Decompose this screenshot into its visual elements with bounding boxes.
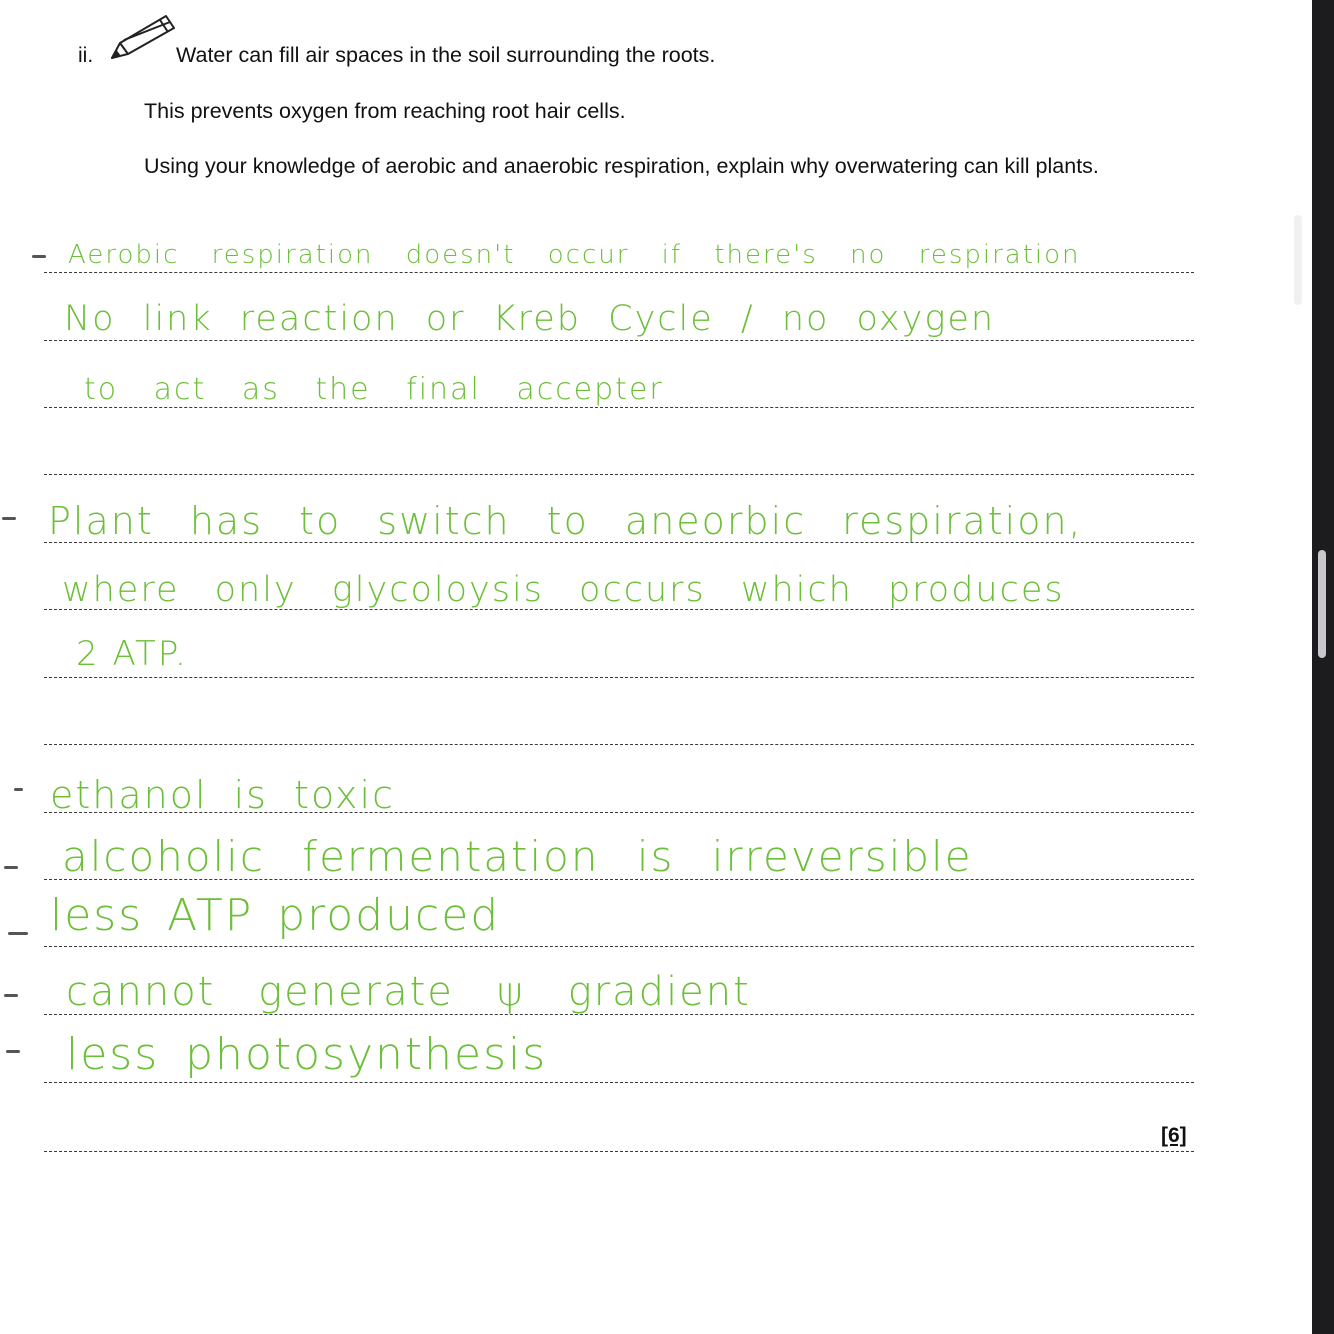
bullet-dash	[2, 517, 16, 520]
handwritten-line: 2 ATP.	[76, 634, 188, 674]
bullet-dash	[14, 788, 23, 791]
handwritten-line: Aerobic respiration doesn't occur if there's no respiration	[68, 240, 1081, 270]
answer-line	[44, 946, 1194, 947]
answer-line	[44, 744, 1194, 745]
question-stem-line: This prevents oxygen from reaching root hair cells.	[144, 99, 626, 123]
question-number: ii.	[78, 44, 94, 67]
answer-line	[44, 340, 1194, 341]
bullet-dash	[6, 1050, 20, 1053]
bullet-dash	[8, 932, 28, 935]
answer-line	[44, 1082, 1194, 1083]
bullet-dash	[4, 866, 18, 869]
scrollbar-thumb[interactable]	[1318, 550, 1326, 658]
bullet-dash	[32, 255, 46, 258]
answer-line	[44, 474, 1194, 475]
handwritten-line: cannot generate ψ gradient	[66, 969, 751, 1015]
page-scroll-indicator	[1294, 215, 1302, 305]
handwritten-line: ethanol is toxic	[50, 773, 395, 817]
answer-line	[44, 407, 1194, 408]
question-stem-line: Water can fill air spaces in the soil surrounding the roots.	[176, 43, 716, 67]
bullet-dash	[4, 994, 18, 997]
viewer-side-rail	[1312, 0, 1334, 1334]
handwritten-line: where only glycoloysis occurs which produces	[62, 570, 1065, 610]
handwritten-line: to act as the final accepter	[84, 372, 664, 407]
answer-line	[44, 677, 1194, 678]
handwritten-line: Plant has to switch to aneorbic respiration,	[48, 499, 1083, 543]
handwritten-line: No link reaction or Kreb Cycle / no oxygen	[64, 299, 996, 339]
question-stem-line: Using your knowledge of aerobic and anaerobic respiration, explain why overwatering can kill plants.	[144, 154, 1099, 178]
pencil-icon	[108, 10, 178, 64]
handwritten-line: less ATP produced	[50, 890, 501, 941]
answer-line	[44, 272, 1194, 273]
answer-line	[44, 1151, 1194, 1152]
marks-label: [6]	[1161, 1124, 1187, 1147]
handwritten-line: less photosynthesis	[66, 1029, 548, 1080]
handwritten-line: alcoholic fermentation is irreversible	[62, 832, 973, 881]
